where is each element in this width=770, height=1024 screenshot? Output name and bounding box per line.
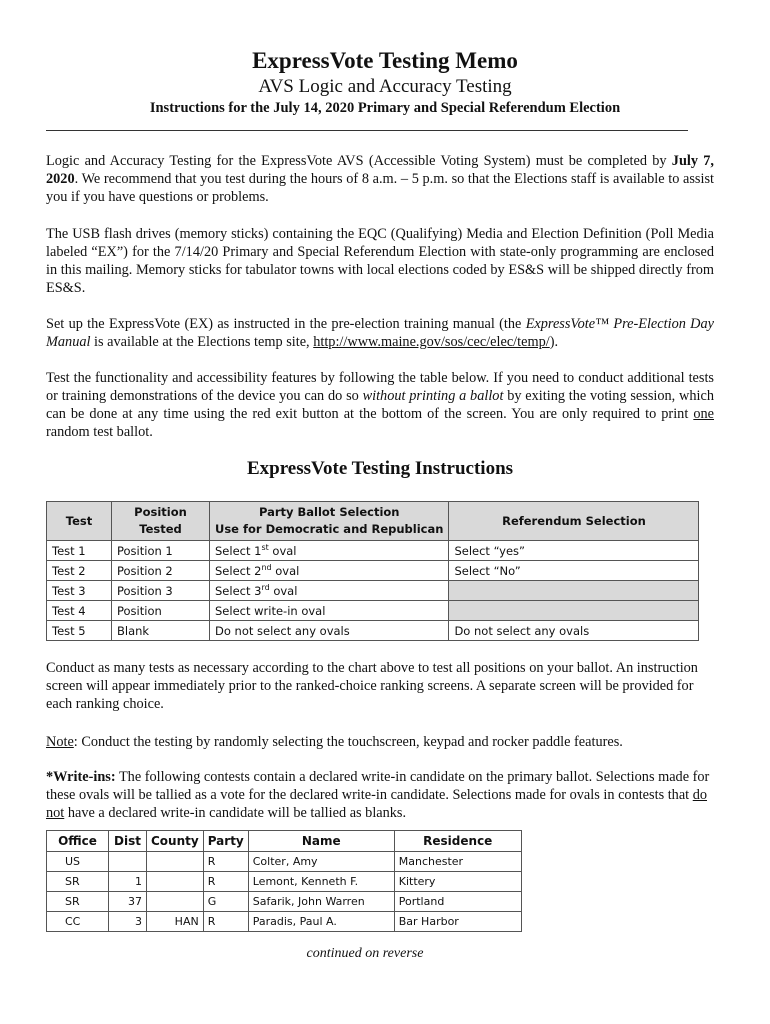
continued-footer: continued on reverse [306,946,424,961]
instructions-line: Instructions for the July 14, 2020 Primary and Special Referendum Election [149,100,621,116]
cell-residence: Portland [394,892,521,912]
table-row [47,581,699,601]
cell-test: Test 3 [47,581,112,601]
cell-test: Test 2 [47,561,112,581]
cell-party: R [203,872,248,892]
cell-residence: Kittery [394,872,521,892]
writeins-text-a: The following contests contain a declared write-in candidate on the primary ballot. Selections made for these ovals will be tallied as a vote for the declared write-in candidate. Selections made for ovals in contests that [46,769,710,803]
writeins-text-b: have a declared write-in candidate will be tallied as blanks. [64,805,407,821]
header-party [210,502,449,541]
cell-party [210,561,449,581]
writeins-label: *Write-ins: [46,769,116,785]
p3-text-a: Set up the ExpressVote (EX) as instructed in the pre-election training manual (the [46,316,526,332]
memo-title: ExpressVote Testing Memo [252,48,518,73]
cell-referendum: Select “yes” [449,541,699,561]
cell-referendum: Do not select any ovals [449,621,699,641]
p1-deadline: July 7, 2020 [46,153,714,187]
cell-party [210,581,449,601]
cell-office: CC [47,912,109,932]
cell-name: Lemont, Kenneth F. [248,872,394,892]
cell-referendum [449,601,699,621]
memo-subtitle: AVS Logic and Accuracy Testing [258,76,512,97]
p4-one: one [693,406,714,422]
cell-office: SR [47,872,109,892]
header-dist: Dist [109,831,147,852]
cell-party: R [203,852,248,872]
table-row [47,541,699,561]
cell-name: Paradis, Paul A. [248,912,394,932]
cell-county [147,852,204,872]
table-row [47,912,522,932]
paragraph-note [46,733,714,751]
note-label: Note [46,734,74,750]
table-row [47,852,522,872]
cell-party: G [203,892,248,912]
testing-table [46,501,699,641]
cell-name: Colter, Amy [248,852,394,872]
cell-name: Safarik, John Warren [248,892,394,912]
writeins-do-not: do not [46,787,708,821]
header-name: Name [248,831,394,852]
p3-manual: ExpressVote™ Pre-Election Day Manual [46,316,714,350]
cell-office: SR [47,892,109,912]
header-office: Office [47,831,109,852]
header-position-2: Tested [139,522,182,536]
p4-emph: without printing a ballot [362,388,504,404]
table-row [47,561,699,581]
party-text: Select 2 [215,563,262,578]
paragraph-conduct: Conduct as many tests as necessary according to the chart above to test all positions on your ballot. An instruction screen will appear immediately prior to the ranked-choice ranking screens. A separate screen will be provided for each ranking choice. [46,660,698,712]
testing-heading: ExpressVote Testing Instructions [246,458,514,479]
p1-text-b: . We recommend that you test during the hours of 8 a.m. – 5 p.m. so that the Elections staff is available to assist you if you have questions or problems. [46,171,714,205]
paragraph-writeins [46,768,714,822]
table-row [47,621,699,641]
cell-referendum [449,581,699,601]
party-post: oval [268,543,297,558]
paragraph-setup [46,315,714,351]
cell-residence: Manchester [394,852,521,872]
cell-residence: Bar Harbor [394,912,521,932]
cell-referendum: Select “No” [449,561,699,581]
cell-test: Test 1 [47,541,112,561]
cell-position: Position 2 [112,561,210,581]
cell-office: US [47,852,109,872]
party-text: Select 3 [215,583,262,598]
p1-text-a: Logic and Accuracy Testing for the ExpressVote AVS (Accessible Voting System) must be completed by [46,153,672,169]
party-text: Do not select any ovals [215,623,350,638]
p3-text-b: is available at the Elections temp site, [90,334,314,350]
party-post: oval [269,583,298,598]
cell-position: Position 1 [112,541,210,561]
cell-party [210,601,449,621]
cell-dist: 3 [109,912,147,932]
cell-county: HAN [147,912,204,932]
header-test: Test [47,502,112,541]
cell-position: Blank [112,621,210,641]
writein-table-header [47,831,522,852]
cell-position: Position [112,601,210,621]
party-post: oval [271,563,300,578]
paragraph-usb: The USB flash drives (memory sticks) containing the EQC (Qualifying) Media and Election Definition (Poll Media labeled “EX”) for the 7/14/20 Primary and Special Referendum Election with state-only programming are enclosed in this mailing. Memory sticks for tabulator towns with local elections coded by ES&S will be shipped directly from ES&S. [46,226,714,296]
cell-dist [109,852,147,872]
cell-dist: 1 [109,872,147,892]
cell-test: Test 4 [47,601,112,621]
header-party: Party [203,831,248,852]
paragraph-deadline [46,152,714,206]
party-text: Select write-in oval [215,603,326,618]
party-sup: st [261,543,269,553]
party-text: Select 1 [215,543,262,558]
cell-party [210,621,449,641]
header-referendum: Referendum Selection [449,502,699,541]
cell-party [210,541,449,561]
p3-text-c: ). [549,334,559,350]
header-residence: Residence [394,831,521,852]
writein-table [46,830,522,932]
p4-text-c: random test ballot. [46,424,153,440]
cell-party: R [203,912,248,932]
header-divider [46,130,688,131]
table-row [47,601,699,621]
table-row [47,872,522,892]
cell-dist: 37 [109,892,147,912]
party-sup: nd [261,563,272,573]
header-party-1: Party Ballot Selection [258,505,400,519]
p4-text-b: by exiting the voting session, which can be done at any time using the red exit button at the bottom of the screen. You are only required to print [46,388,714,422]
cell-county [147,872,204,892]
testing-table-header [47,502,699,541]
cell-position: Position 3 [112,581,210,601]
header-position-1: Position [134,505,187,519]
cell-test: Test 5 [47,621,112,641]
header-party-2: Use for Democratic and Republican [215,522,444,536]
cell-county [147,892,204,912]
header-position [112,502,210,541]
header-county: County [147,831,204,852]
paragraph-testing [46,369,714,441]
note-text: : Conduct the testing by randomly selecting the touchscreen, keypad and rocker paddle features. [73,734,623,750]
table-row [47,892,522,912]
elections-temp-link[interactable]: http://www.maine.gov/sos/cec/elec/temp/ [313,334,550,350]
p4-text-a: Test the functionality and accessibility features by following the table below. If you need to conduct additional tests or training demonstrations of the device you can do so [46,370,714,404]
party-sup: rd [261,583,270,593]
